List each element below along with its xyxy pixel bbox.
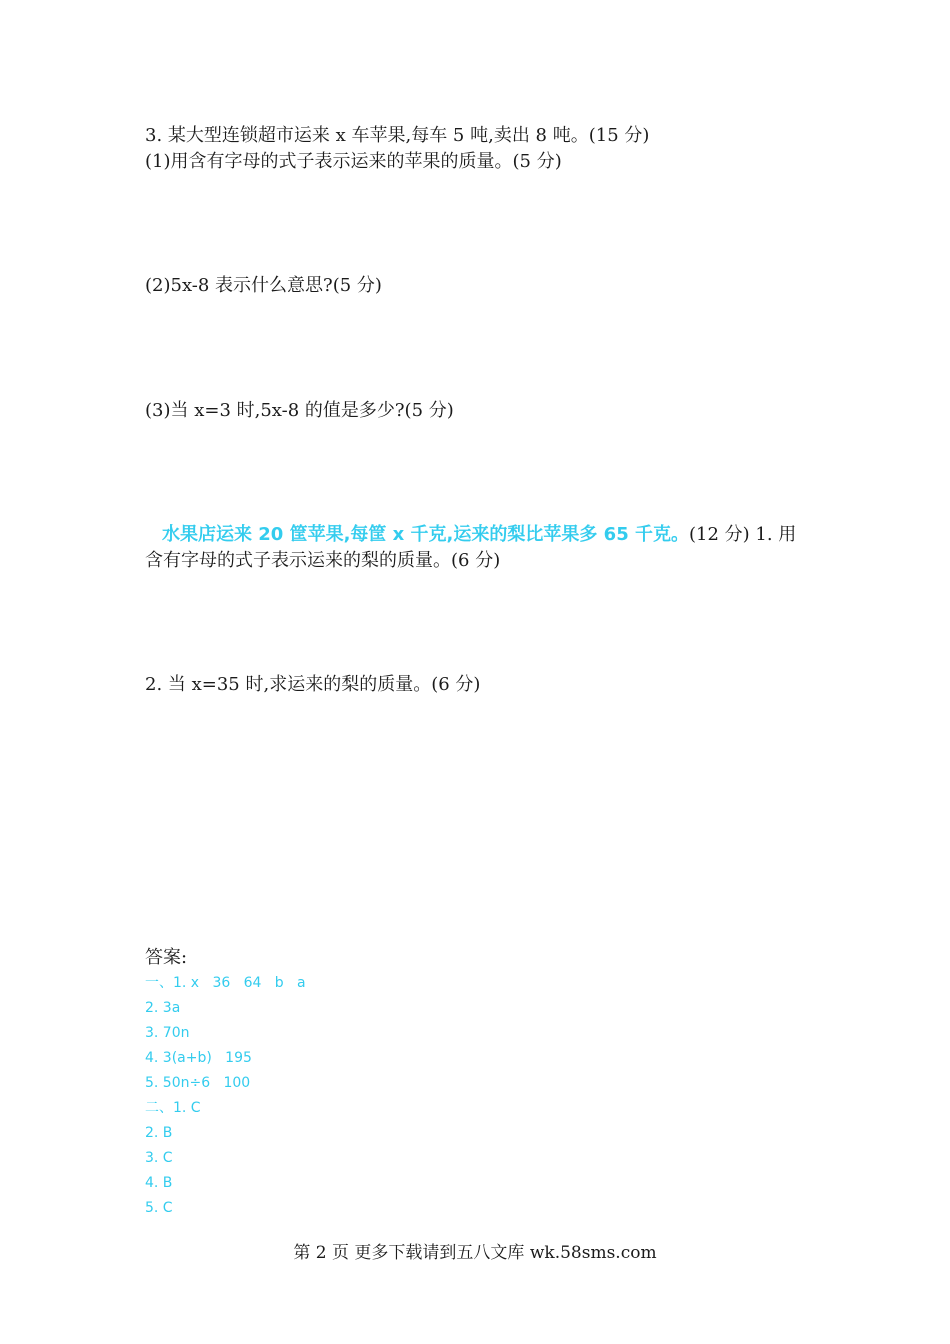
- answer-item: 2. 3a: [145, 1000, 181, 1016]
- question-4-stem-highlight: 水果店运来 20 筐苹果,每筐 x 千克,运来的梨比苹果多 65 千克。: [162, 524, 689, 545]
- answer-item: 5. 50n÷6 100: [145, 1075, 251, 1091]
- answer-item: 5. C: [145, 1200, 173, 1216]
- question-3-part-3: (3)当 x=3 时,5x-8 的值是多少?(5 分): [145, 400, 454, 421]
- question-4-part-1: 含有字母的式子表示运来的梨的质量。(6 分): [145, 550, 501, 571]
- question-4-stem: [162, 523, 796, 547]
- page-footer: 第 2 页 更多下载请到五八文库 wk.58sms.com: [293, 1243, 657, 1263]
- answers-title: 答案:: [145, 947, 188, 968]
- question-3-part-2: (2)5x-8 表示什么意思?(5 分): [145, 275, 382, 296]
- answer-item: 3. C: [145, 1150, 173, 1166]
- answer-item: 4. B: [145, 1175, 173, 1191]
- answer-item: 4. 3(a+b) 195: [145, 1050, 252, 1066]
- answer-item: 2. B: [145, 1125, 173, 1141]
- question-3-part-1: (1)用含有字母的式子表示运来的苹果的质量。(5 分): [145, 151, 562, 172]
- question-4-part-2: 2. 当 x=35 时,求运来的梨的质量。(6 分): [145, 674, 481, 695]
- answer-item: 二、1. C: [145, 1100, 201, 1116]
- question-4-stem-rest: (12 分) 1. 用: [688, 524, 797, 545]
- answer-item: 一、1. x 36 64 b a: [145, 975, 306, 991]
- question-3-title: 3. 某大型连锁超市运来 x 车苹果,每车 5 吨,卖出 8 吨。(15 分): [145, 125, 650, 146]
- answer-item: 3. 70n: [145, 1025, 190, 1041]
